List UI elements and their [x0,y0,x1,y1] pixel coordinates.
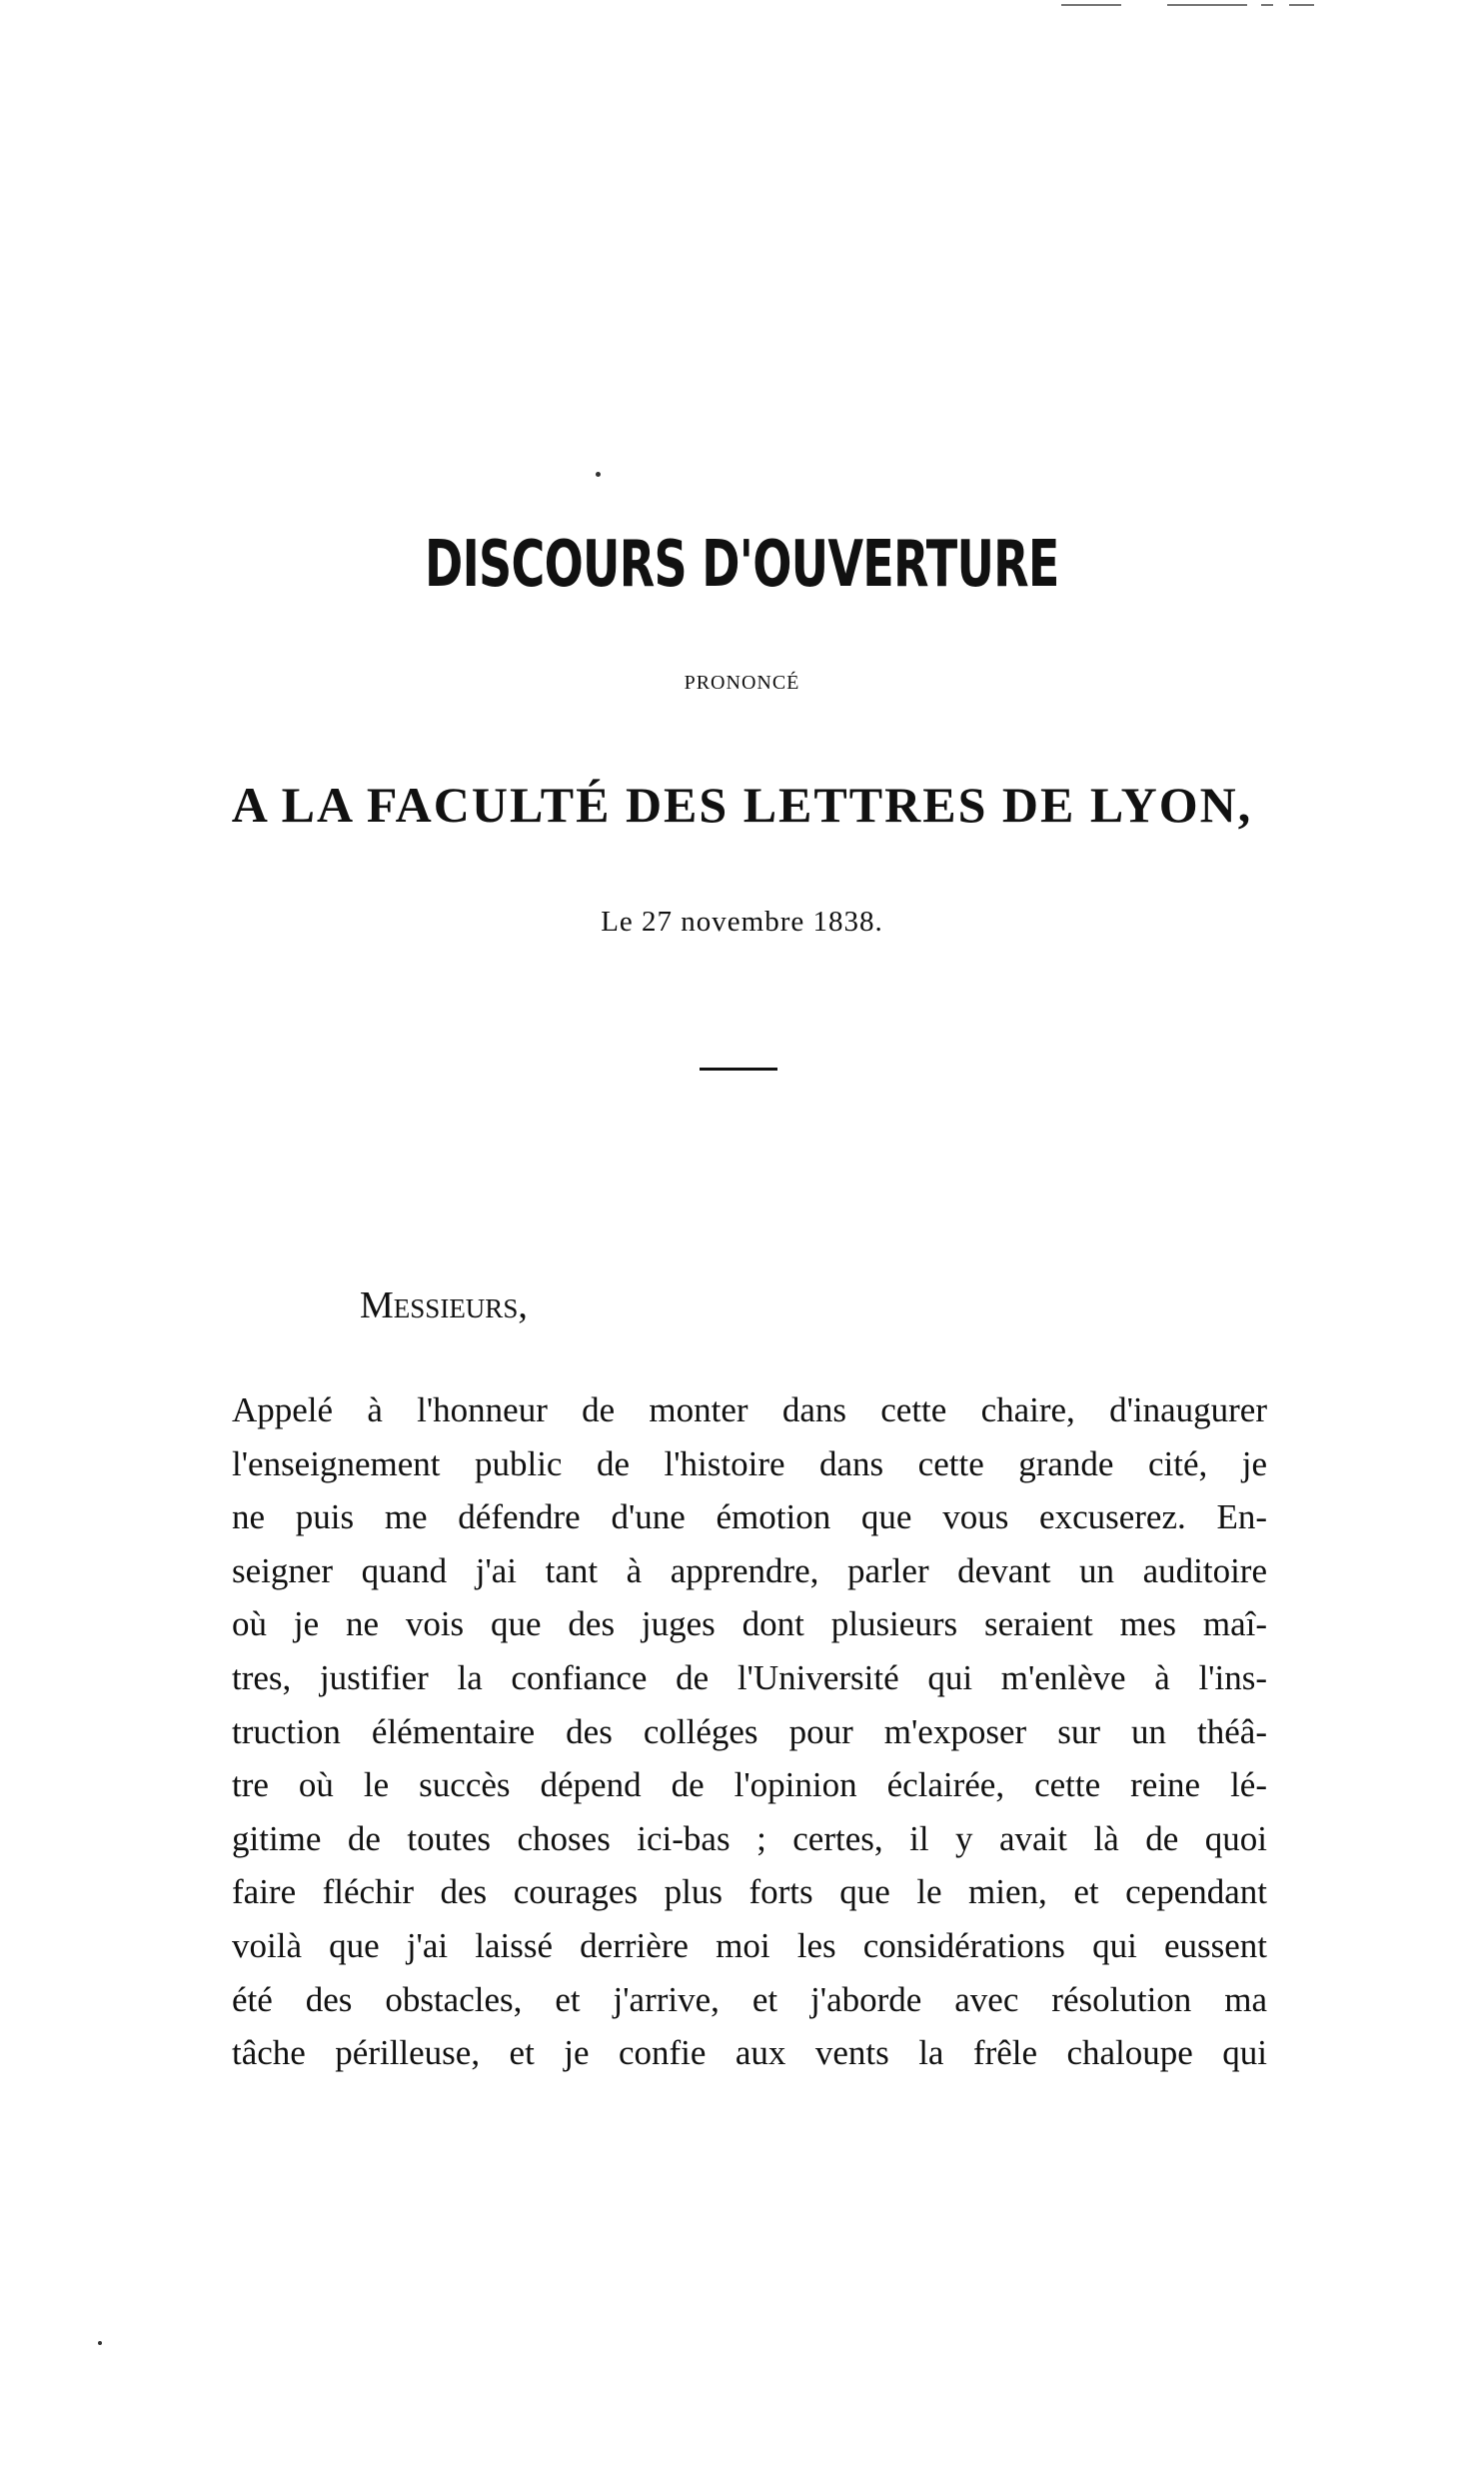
speech-date: Le 27 novembre 1838. [601,906,883,938]
text-line: tres, justifier la confiance de l'Université qui m'enlève à l'ins- [232,1657,1267,1697]
text-line: où je ne vois que des juges dont plusieurs seraient mes maî- [232,1604,1267,1644]
top-edge-mark [1289,4,1314,6]
text-line: truction élémentaire des colléges pour m'exposer sur un théâ- [232,1711,1267,1751]
text-line: Appelé à l'honneur de monter dans cette chaire, d'inaugurer [232,1390,1267,1429]
text-line: tre où le succès dépend de l'opinion éclairée, cette reine lé- [232,1765,1267,1805]
salutation-rest: essieurs [393,1284,519,1326]
faculty-subtitle: A LA FACULTÉ DES LETTRES DE LYON, [231,777,1253,833]
top-edge-mark [1167,4,1247,6]
text-line: tâche périlleuse, et je confie aux vents la frêle chaloupe qui [232,2033,1267,2073]
text-line: été des obstacles, et j'arrive, et j'aborde avec résolution ma [232,1979,1267,2019]
top-edge-mark [1261,4,1273,6]
ink-speck [596,472,601,477]
body-paragraph [232,1383,1267,2080]
ink-speck [98,2341,102,2345]
text-line: ne puis me défendre d'une émotion que vous excuserez. En- [232,1497,1267,1537]
text-line: voilà que j'ai laissé derrière moi les considérations qui eussent [232,1925,1267,1965]
prononce-label: PRONONCÉ [684,672,800,694]
text-line: faire fléchir des courages plus forts que le mien, et cependant [232,1872,1267,1912]
salutation-initial: M [360,1284,394,1326]
text-line: l'enseignement public de l'histoire dans cette grande cité, je [232,1443,1267,1483]
text-line: gitime de toutes choses ici-bas ; certes, il y avait là de quoi [232,1818,1267,1858]
salutation [360,1283,528,1327]
top-edge-mark [1061,4,1121,6]
discourse-title: DISCOURS D'OUVERTURE [425,528,1059,602]
section-divider [700,1068,777,1071]
salutation-punct: , [518,1284,528,1326]
text-line: seigner quand j'ai tant à apprendre, parler devant un auditoire [232,1550,1267,1590]
